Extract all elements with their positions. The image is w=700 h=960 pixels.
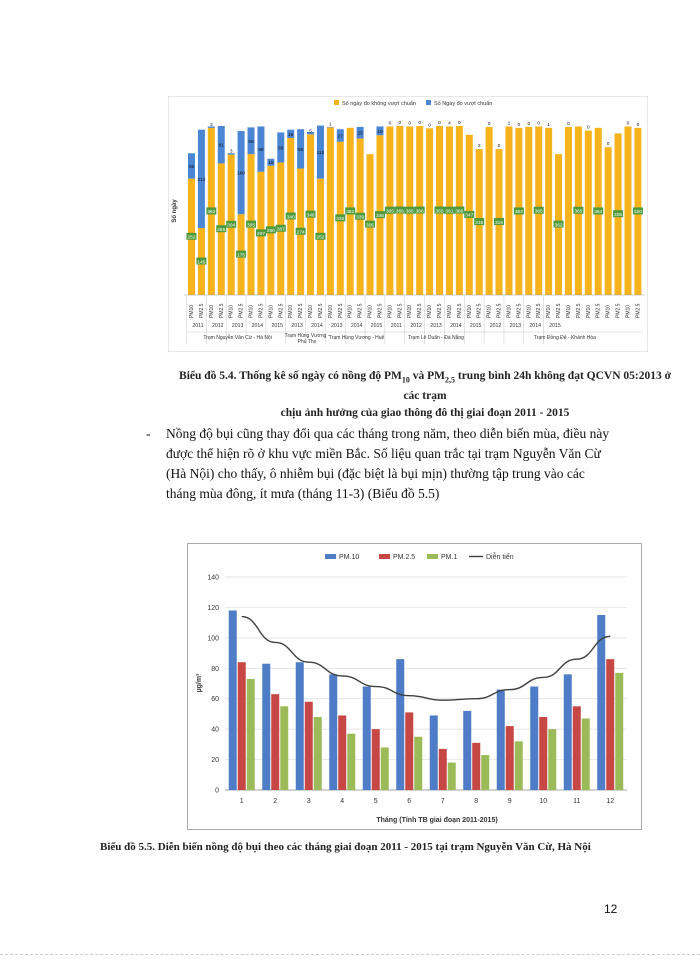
xtick-12: PM10	[308, 304, 315, 318]
xtick-9: 9	[507, 798, 512, 805]
label-over-42: 0	[606, 142, 610, 148]
xtick-42: PM10	[605, 304, 612, 318]
label-over-38: 0	[567, 121, 570, 127]
bar-PM.2.5-7	[439, 749, 447, 790]
xtick-22: PM10	[407, 304, 414, 318]
body-paragraph	[146, 424, 616, 504]
label-over-8: 15	[268, 161, 274, 167]
xtick-23: PM2.5	[417, 303, 424, 318]
xtick-16: PM10	[347, 304, 354, 318]
legend-label-ok: Số ngày đo không vượt chuẩn	[342, 101, 416, 107]
caption1-part-b: và PM	[409, 370, 445, 382]
station-label-1-b: Phú Thọ	[297, 339, 317, 345]
label-ok-2: 362	[207, 210, 216, 216]
xtick-5: PM2.5	[238, 303, 245, 318]
bar-PM.1-8	[481, 755, 489, 790]
bar-PM.1-5	[381, 747, 389, 790]
year-label-8: 2014	[350, 323, 363, 329]
label-ok-35: 365	[534, 209, 543, 215]
xtick-26: PM10	[446, 304, 453, 318]
year-label-18: 2015	[549, 323, 561, 329]
bar-PM.1-12	[615, 673, 623, 790]
bar-PM.10-10	[530, 687, 538, 790]
xtick-3: PM2.5	[218, 303, 225, 318]
bar-PM.10-3	[296, 662, 304, 790]
label-over-2: 3	[210, 122, 213, 128]
label-over-11: 85	[297, 147, 304, 153]
label-over-23: 0	[418, 121, 421, 126]
xtick-4: 4	[340, 798, 345, 805]
year-label-17: 2014	[529, 323, 541, 329]
bar-PM.1-2	[280, 706, 288, 790]
label-ok-25: 365	[435, 209, 444, 215]
label-over-20: 0	[388, 121, 392, 127]
xtick-43: PM2.5	[615, 303, 622, 318]
bar-PM.1-4	[347, 734, 355, 790]
xtick-33: PM2.5	[516, 303, 523, 318]
xtick-13: PM2.5	[317, 303, 324, 318]
label-ok-7: 267	[256, 232, 265, 238]
bar-PM.2.5-4	[338, 715, 346, 790]
label-over-27: 0	[458, 121, 461, 126]
xtick-41: PM2.5	[595, 303, 602, 318]
year-label-5: 2013	[291, 323, 303, 329]
xtick-32: PM10	[506, 304, 513, 318]
label-ok-1: 145	[197, 260, 206, 266]
caption1-line2: chịu ảnh hưởng của giao thông đô thị giai đoạn 2011 - 2015	[280, 407, 570, 420]
bar-PM.1-1	[247, 679, 255, 790]
bar-ok-24	[426, 128, 433, 295]
xtick-4: PM10	[228, 304, 235, 318]
xtick-18: PM10	[367, 304, 374, 318]
xtick-36: PM10	[546, 304, 553, 318]
label-over-1: 213	[197, 177, 206, 183]
label-ok-13: 252	[316, 235, 325, 241]
label-ok-31: 316	[495, 220, 504, 226]
xtick-27: PM2.5	[456, 303, 463, 318]
year-label-11: 2012	[410, 323, 422, 329]
caption1-sub25: 2,5	[444, 375, 455, 385]
ytick-80: 80	[211, 665, 219, 673]
year-label-14: 2015	[469, 323, 482, 329]
legend-swatch-over	[426, 100, 431, 105]
label-over-0: 55	[188, 164, 195, 170]
label-ok-17: 339	[356, 215, 365, 221]
bar-ok-30	[486, 127, 493, 295]
page-number: 12	[604, 902, 618, 916]
year-label-13: 2014	[450, 323, 462, 329]
station-label-4: Trạm Đồng Đế - Khánh Hòa	[533, 335, 596, 341]
label-over-21: 0	[398, 121, 402, 126]
label-ok-21: 366	[395, 209, 404, 215]
label-ok-19: 346	[375, 213, 384, 219]
legend-label-1: PM.2.5	[393, 554, 416, 561]
label-ok-10: 340	[286, 215, 295, 221]
bar-PM.1-10	[548, 729, 556, 790]
bullet-dash: -	[146, 426, 151, 441]
year-label-2: 2013	[231, 323, 244, 329]
bar-PM.10-11	[564, 674, 572, 790]
xtick-12: 12	[606, 798, 615, 805]
label-ok-3: 285	[217, 228, 226, 234]
caption1-part-a: Biểu đồ 5.4. Thống kê số ngày có nồng độ PM	[179, 370, 402, 382]
caption-figure-5-5: Biểu đồ 5.5. Diễn biến nồng độ bụi theo các tháng giai đoạn 2011 - 2015 tại trạm Nguyễn Văn Cừ, Hà Nội	[100, 841, 591, 853]
xtick-1: PM2.5	[198, 303, 205, 318]
label-over-45: 0	[636, 122, 640, 128]
xtick-7: 7	[440, 798, 445, 805]
bar-ok-42	[605, 147, 612, 295]
label-over-17: 25	[357, 131, 363, 137]
year-label-15: 2012	[489, 323, 502, 329]
label-ok-0: 252	[187, 235, 196, 241]
label-ok-43: 305	[614, 212, 623, 218]
xtick-2: PM10	[208, 304, 215, 318]
xtick-28: PM10	[466, 304, 473, 318]
bar-PM.2.5-3	[305, 702, 313, 790]
label-ok-11: 274	[296, 230, 305, 236]
xtick-2: 2	[273, 798, 278, 805]
xtick-19: PM2.5	[377, 303, 384, 318]
label-ok-45: 320	[633, 210, 642, 216]
bar-ok-34	[525, 127, 532, 295]
label-ok-23: 366	[415, 209, 424, 215]
bar-PM.10-8	[463, 711, 471, 790]
year-label-6: 2014	[311, 323, 323, 329]
label-over-26: 4	[448, 121, 451, 127]
label-over-15: 27	[337, 134, 343, 140]
chart1-legend	[334, 100, 492, 107]
bar-PM.1-6	[414, 737, 422, 790]
label-ok-15: 332	[336, 217, 345, 223]
label-ok-4: 304	[227, 223, 236, 229]
bar-PM.2.5-6	[405, 712, 413, 790]
legend-swatch-1	[379, 554, 390, 559]
bar-ok-36	[545, 128, 552, 295]
label-over-30: 0	[487, 121, 491, 127]
xtick-45: PM2.5	[635, 303, 642, 318]
bar-ok-40	[585, 131, 592, 295]
label-over-5: 180	[237, 171, 246, 177]
caption-figure-5-4	[175, 368, 675, 422]
year-label-3: 2014	[251, 323, 264, 329]
xtick-38: PM10	[565, 304, 572, 318]
label-over-35: 0	[537, 121, 541, 127]
legend-swatch-0	[325, 554, 336, 559]
xtick-44: PM10	[625, 304, 632, 318]
xtick-8: PM10	[268, 304, 275, 318]
legend-label-2: PM.1	[441, 554, 458, 561]
label-ok-5: 175	[237, 253, 246, 259]
bar-PM.10-1	[229, 610, 237, 790]
xtick-8: 8	[474, 798, 479, 805]
caption1-part-c: trung bình 24h không đạt QCVN 05:2013 ở các trạm	[403, 370, 671, 403]
label-over-34: 0	[527, 121, 531, 127]
bar-PM.10-2	[262, 664, 270, 790]
label-over-24: 0	[428, 123, 431, 129]
caption1-sub10: 10	[401, 375, 410, 385]
label-ok-37: 362	[554, 223, 563, 229]
label-over-25: 0	[438, 121, 441, 126]
xtick-7: PM2.5	[258, 303, 265, 318]
label-ok-26: 361	[445, 209, 454, 215]
legend-label-0: PM.10	[339, 554, 360, 561]
xtick-0: PM10	[189, 304, 195, 318]
bar-PM.10-9	[497, 690, 505, 790]
ytick-60: 60	[211, 696, 219, 704]
label-over-10: 18	[288, 132, 294, 138]
label-ok-41: 364	[594, 210, 603, 216]
label-ok-33: 364	[514, 210, 523, 216]
year-label-16: 2013	[509, 323, 522, 329]
station-label-1: Trạm Hùng Vương -	[284, 333, 330, 339]
bar-PM.2.5-8	[472, 743, 480, 790]
label-over-22: 0	[408, 121, 412, 127]
xtick-11: 11	[573, 798, 581, 805]
year-label-10: 2011	[390, 323, 402, 329]
station-label-2: Trạm Hùng Vương - Huế	[328, 335, 385, 341]
xtick-29: PM2.5	[476, 303, 483, 318]
bar-ok-32	[505, 126, 512, 295]
label-over-19: 19	[377, 129, 383, 135]
label-over-6: 58	[248, 139, 254, 145]
xtick-6: 6	[407, 798, 412, 805]
station-label-3: Trạm Lê Duẩn - Đà Nẵng	[408, 335, 464, 341]
bar-PM.2.5-9	[506, 726, 514, 790]
xtick-31: PM2.5	[496, 303, 503, 318]
label-ok-8: 280	[266, 229, 275, 235]
xtick-21: PM2.5	[397, 303, 404, 318]
xtick-1: 1	[239, 798, 244, 805]
paragraph-text: Nồng độ bụi cũng thay đổi qua các tháng trong năm, theo diễn biến mùa, điều này được thể hiện rõ ở khu vực miền Bắc. Số liệu quan trắc tại trạm Nguyễn Văn Cừ (Hà Nội) cho thấy, ô nhiễm bụi (đặc biệt là bụi mịn) thường tập trung vào các tháng mùa đông, ít mưa (tháng 11-3) (Biểu đồ 5.5)	[166, 426, 610, 501]
label-over-13: 115	[316, 151, 325, 157]
label-over-31: 0	[497, 144, 501, 150]
chart1-ylabel: Số ngày	[172, 199, 178, 223]
label-over-36: 1	[547, 122, 550, 128]
label-ok-22: 365	[405, 209, 414, 215]
label-ok-29: 316	[475, 220, 484, 226]
legend-label-3: Diễn tiến	[486, 554, 514, 561]
year-label-9: 2015	[370, 323, 383, 329]
label-over-4: 3	[229, 149, 233, 155]
bar-PM.10-6	[396, 659, 404, 790]
page-bottom-border	[0, 954, 700, 955]
label-over-12: 5	[309, 129, 312, 135]
label-over-40: 0	[586, 125, 590, 131]
xtick-35: PM2.5	[536, 303, 543, 318]
label-ok-12: 348	[306, 213, 315, 219]
xtick-3: 3	[306, 798, 311, 805]
year-label-0: 2011	[192, 323, 204, 329]
year-label-1: 2012	[211, 323, 224, 329]
ytick-0: 0	[215, 787, 219, 795]
xtick-14: PM10	[327, 304, 334, 318]
ytick-100: 100	[207, 635, 219, 643]
xtick-20: PM10	[387, 304, 394, 318]
bar-PM.1-7	[448, 763, 456, 790]
xtick-39: PM2.5	[575, 303, 582, 318]
bar-ok-44	[624, 126, 631, 295]
label-ok-9: 287	[276, 227, 285, 233]
bar-PM.1-9	[515, 741, 523, 790]
xtick-5: 5	[373, 798, 378, 805]
ytick-140: 140	[207, 574, 219, 582]
bar-ok-38	[565, 127, 572, 295]
xtick-34: PM10	[526, 304, 533, 318]
legend-swatch-2	[427, 554, 438, 559]
ytick-120: 120	[207, 604, 219, 612]
bar-PM.1-11	[582, 718, 590, 790]
label-ok-6: 305	[247, 223, 256, 229]
xtick-9: PM2.5	[278, 303, 285, 318]
ytick-20: 20	[211, 757, 219, 765]
label-over-44: 0	[626, 121, 630, 127]
bar-PM.2.5-5	[372, 729, 380, 790]
bar-PM.2.5-1	[238, 662, 246, 790]
label-ok-28: 347	[465, 213, 474, 219]
label-ok-39: 365	[574, 209, 583, 215]
ytick-40: 40	[211, 726, 219, 734]
xtick-25: PM2.5	[437, 303, 443, 318]
xtick-10: 10	[539, 798, 548, 805]
label-ok-27: 366	[455, 209, 464, 215]
legend-label-over: Số Ngày đo vượt chuẩn	[434, 101, 493, 107]
xtick-15: PM2.5	[337, 303, 344, 318]
bar-PM.2.5-12	[606, 659, 614, 790]
label-over-33: 0	[517, 122, 521, 128]
chart-exceedance-days	[168, 96, 648, 352]
label-over-7: 98	[258, 148, 264, 154]
label-over-3: 81	[218, 143, 224, 149]
bar-PM.10-5	[363, 687, 371, 790]
xtick-37: PM2.5	[556, 303, 563, 318]
bar-PM.10-7	[430, 715, 438, 790]
bar-PM.10-4	[329, 674, 337, 790]
chart2-ylabel: µg/m³	[196, 673, 203, 693]
year-label-12: 2013	[430, 323, 442, 329]
label-over-14: 1	[329, 122, 332, 128]
xtick-10: PM10	[288, 304, 295, 318]
bar-PM.1-3	[314, 717, 322, 790]
bar-PM.2.5-11	[573, 706, 581, 790]
bar-ok-14	[327, 127, 334, 295]
xtick-40: PM10	[585, 304, 592, 318]
chart2-xlabel: Tháng (Tính TB giai đoạn 2011-2015)	[376, 817, 498, 824]
bar-PM.2.5-10	[539, 717, 547, 790]
xtick-24: PM10	[427, 304, 434, 318]
year-label-4: 2015	[271, 323, 284, 329]
bar-PM.2.5-2	[271, 694, 279, 790]
legend-swatch-ok	[334, 100, 339, 105]
station-label-0: Trạm Nguyễn Văn Cừ - Hà Nội	[203, 335, 272, 341]
label-over-32: 1	[507, 121, 511, 127]
label-over-9: 65	[278, 146, 284, 152]
chart-monthly-dust	[187, 543, 642, 830]
xtick-30: PM10	[486, 304, 493, 318]
year-label-7: 2013	[331, 323, 343, 329]
label-over-29: 2	[477, 144, 481, 150]
xtick-11: PM2.5	[298, 303, 305, 318]
label-ok-16: 362	[346, 210, 355, 216]
label-ok-20: 365	[385, 209, 394, 215]
xtick-6: PM10	[248, 304, 255, 318]
xtick-17: PM2.5	[357, 303, 364, 318]
label-ok-18: 305	[366, 223, 375, 229]
